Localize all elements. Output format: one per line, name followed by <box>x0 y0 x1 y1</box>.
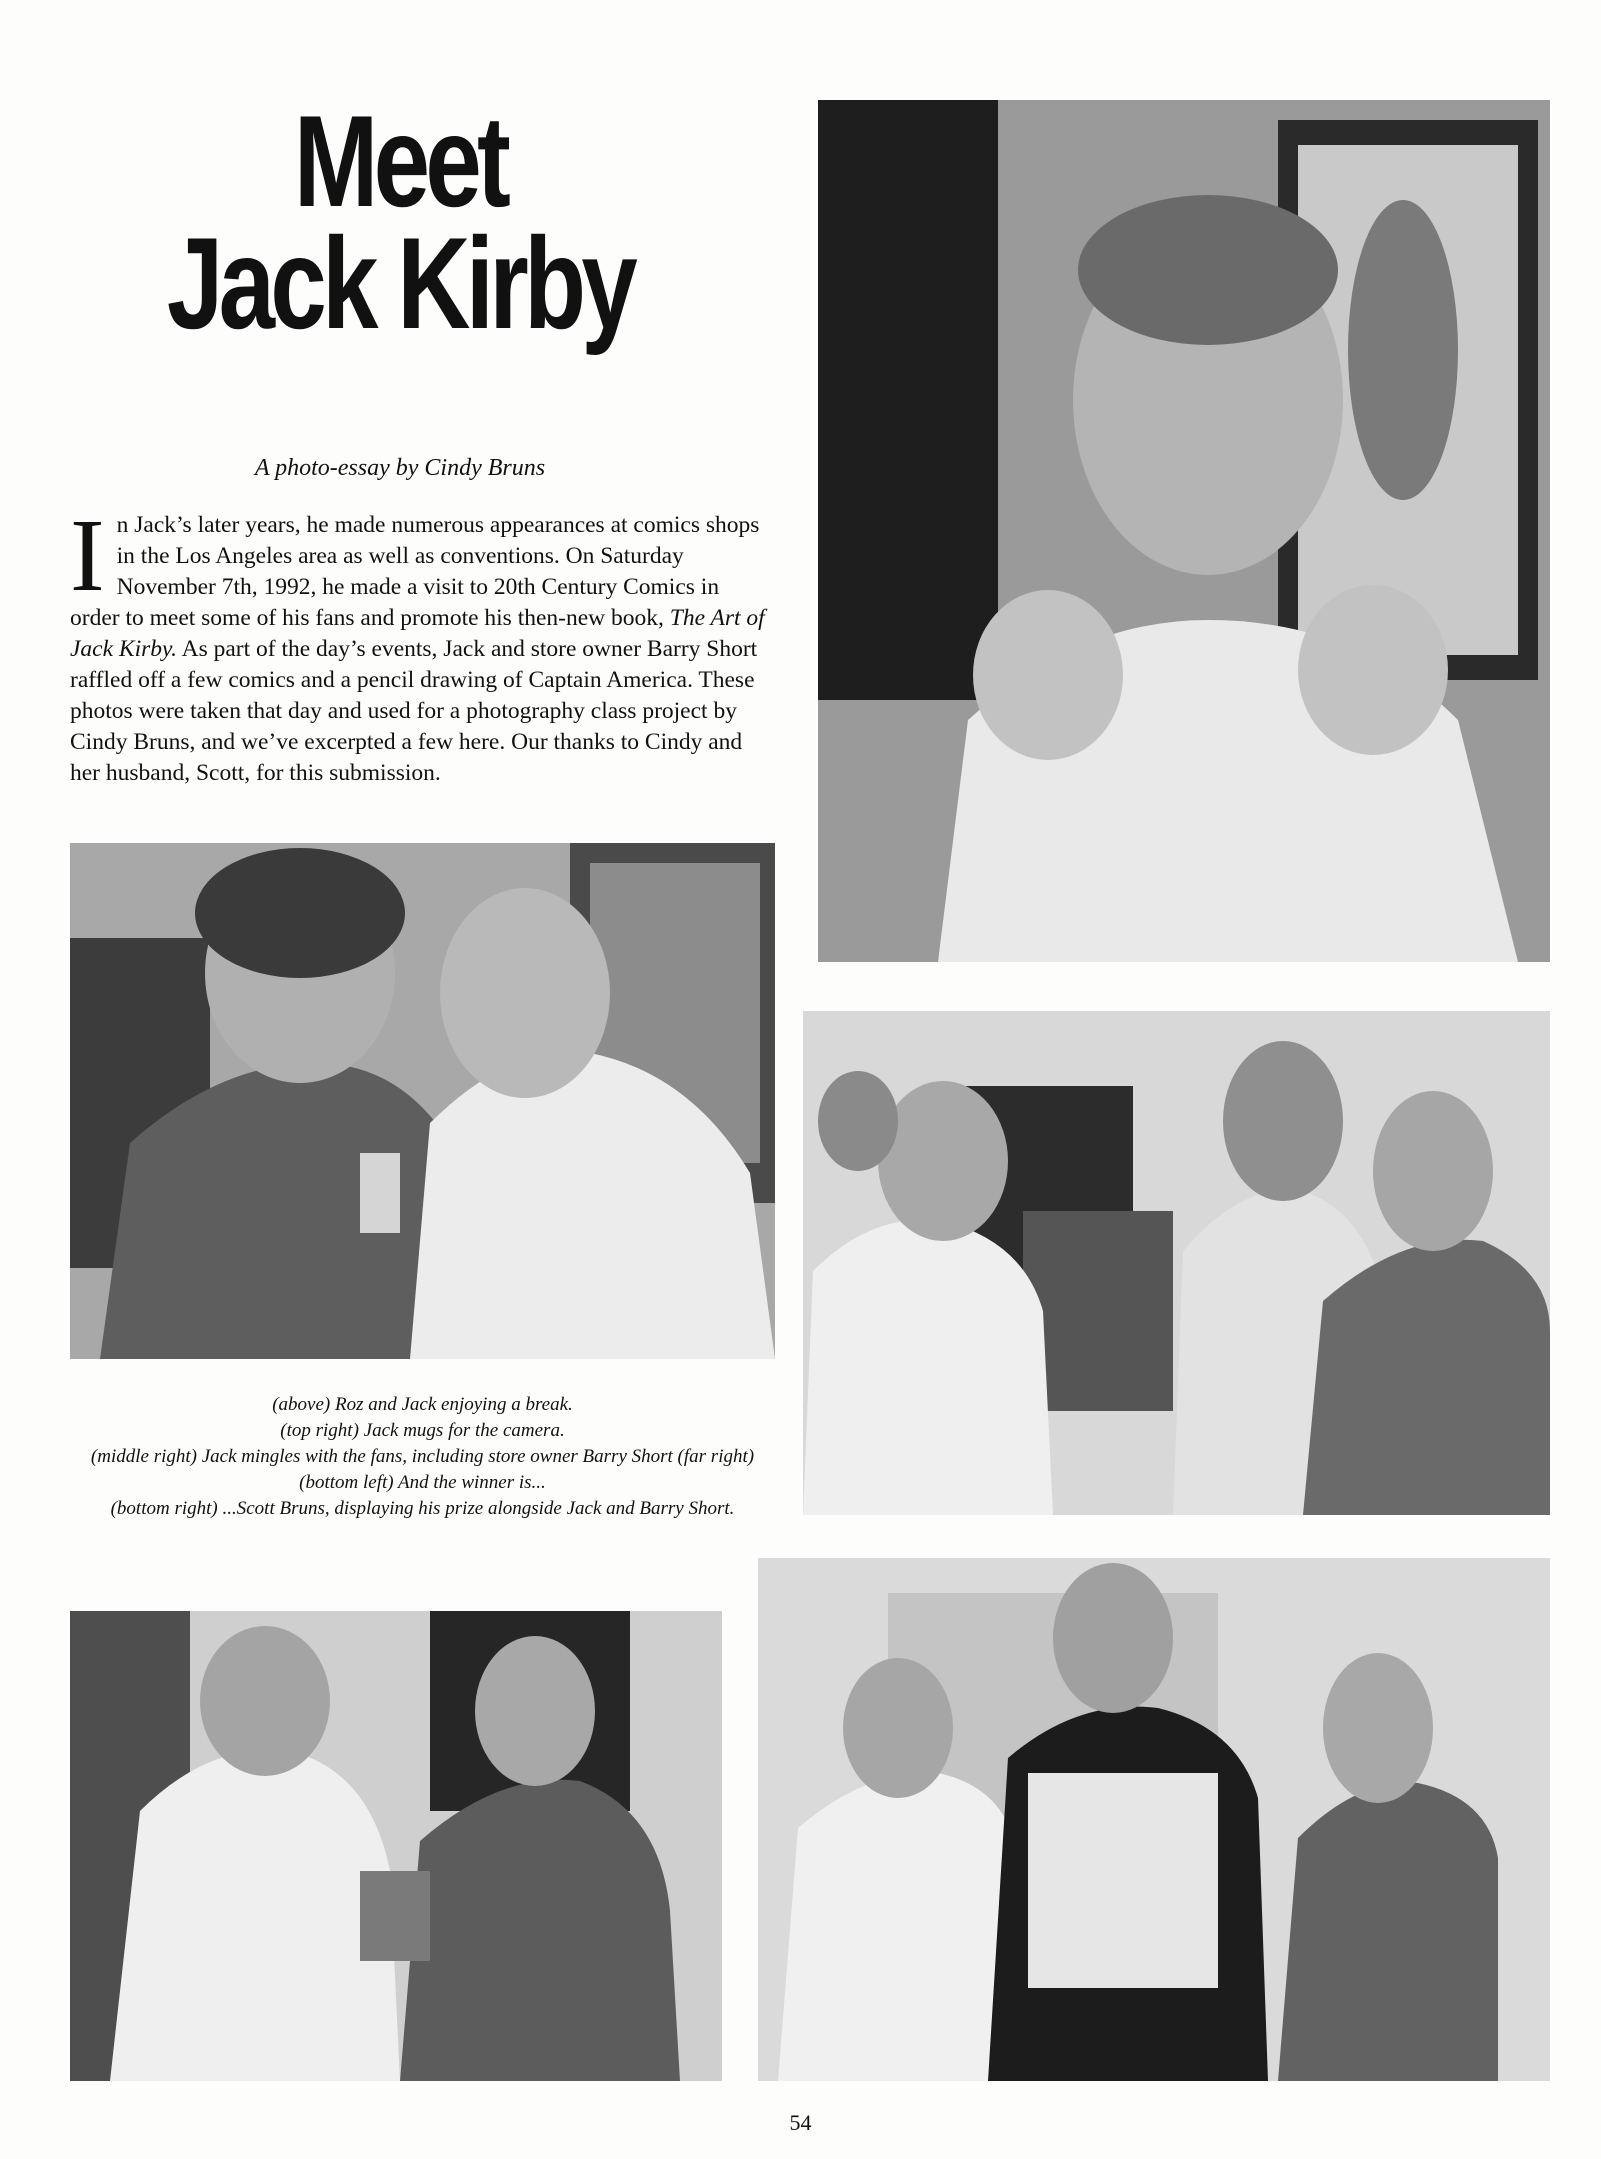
caption-top-right: (top right) Jack mugs for the camera. <box>280 1420 565 1441</box>
caption-bottom-right: (bottom right) ...Scott Bruns, displaying his prize alongside Jack and Barry Short. <box>110 1498 735 1519</box>
book-title: The Art of Jack Kirby. <box>70 605 765 662</box>
caption-bottom-left: (bottom left) And the winner is... <box>299 1472 546 1493</box>
photo-jack-mugs-for-camera <box>818 100 1550 962</box>
byline: A photo-essay by Cindy Bruns <box>254 455 546 481</box>
article-title <box>143 88 658 356</box>
photo-scott-bruns-prize <box>758 1558 1550 2081</box>
photo-jack-mingles-with-fans <box>803 1011 1550 1515</box>
caption-above: (above) Roz and Jack enjoying a break. <box>272 1394 573 1415</box>
intro-paragraph <box>70 498 770 789</box>
photo-captions <box>70 1392 775 1522</box>
intro-text-part-2: As part of the day’s events, Jack and store owner Barry Short raffled off a few comics and a pencil drawing of Captain America. These photos were taken that day and used for a photography class project by Cindy Bruns, and we’ve excerpted a few here. Our thanks to Cindy and her husband, Scott, for this submission. <box>70 636 758 786</box>
title-line-1: Meet <box>293 88 507 234</box>
photo-and-the-winner-is <box>70 1611 722 2081</box>
intro-text-part-1: n Jack’s later years, he made numerous appearances at comics shops in the Los Angeles area as well as conventions. On Saturday November 7th, 1992, he made a visit to 20th Century Comics in order to meet some of his fans and promote his then-new book, <box>70 512 760 631</box>
page-number: 54 <box>789 2110 812 2135</box>
drop-cap: I <box>70 498 105 613</box>
title-line-2: Jack Kirby <box>166 210 634 356</box>
caption-middle-right: (middle right) Jack mingles with the fans, including store owner Barry Short (far right) <box>90 1446 755 1467</box>
photo-roz-and-jack <box>70 843 775 1359</box>
